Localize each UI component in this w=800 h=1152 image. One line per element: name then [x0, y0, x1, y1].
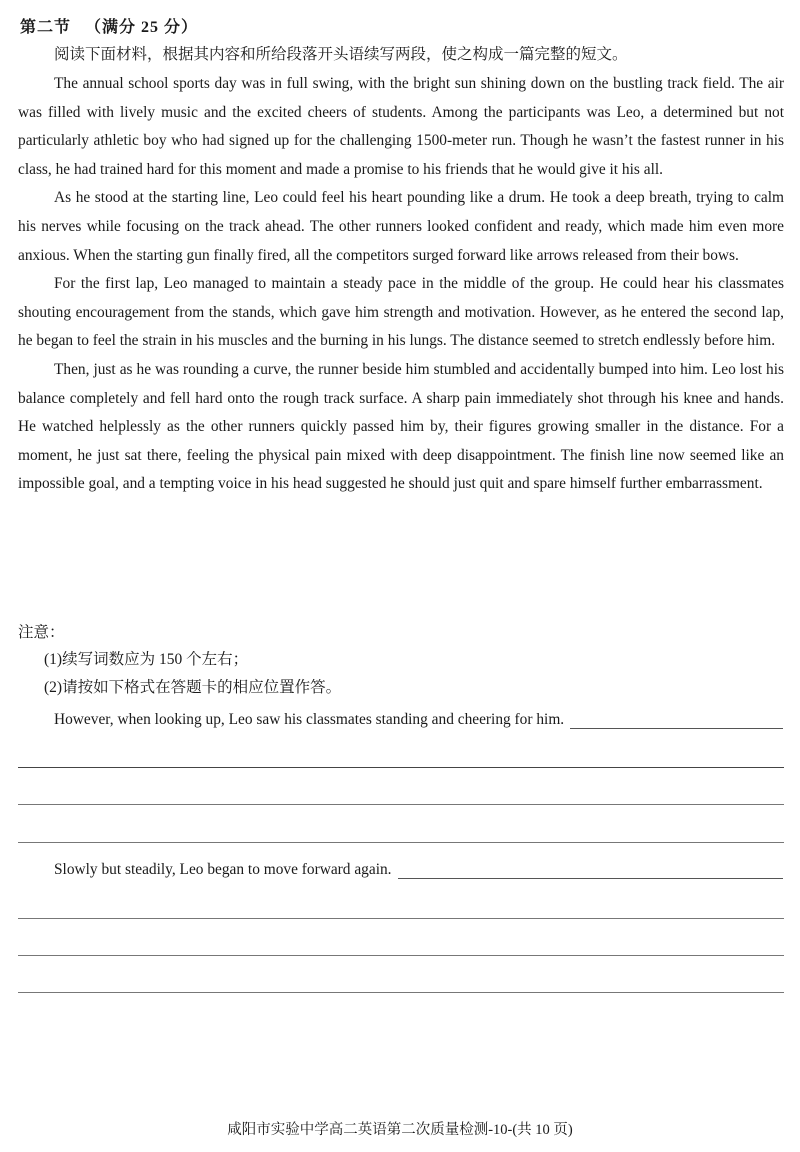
page-footer: 咸阳市实验中学高二英语第二次质量检测-10-(共 10 页) [227, 1122, 573, 1138]
prompt-text: Slowly but steadily, Leo began to move forward again. [54, 861, 392, 878]
answer-line[interactable] [18, 804, 784, 805]
prompt-text: However, when looking up, Leo saw his classmates standing and cheering for him. [54, 711, 565, 728]
answer-line[interactable] [18, 918, 784, 919]
section-heading [20, 14, 198, 37]
passage-paragraph: For the first lap, Leo managed to maintain a steady pace in the middle of the group. He could hear his classmates shouting encouragement from the stands, which gave him strength and motivation. However, as he entered the second lap, he began to feel the strain in his muscles and the burning in his lungs. The distance seemed to stretch endlessly before him. [18, 275, 784, 350]
answer-blank[interactable] [398, 864, 783, 879]
reading-passage [18, 70, 784, 499]
passage-paragraph: Then, just as he was rounding a curve, the runner beside him stumbled and accidentally bumped into him. Leo lost his balance completely and fell hard onto the rough track surface. A sharp pain immediately shot through his knee and hands. He watched helplessly as the other runners quickly passed him by, their figures growing smaller in the distance. For a moment, he just sat there, feeling the physical pain mixed with deep disappointment. The finish line now seemed like an impossible goal, and a tempting voice in his head suggested he should just quit and spare himself further embarrassment. [18, 360, 784, 493]
continuation-prompt-1 [54, 711, 783, 729]
answer-line[interactable] [18, 767, 784, 768]
notes-label: 注意： [18, 624, 65, 641]
note-item-word-count: (1)续写词数应为 150 个左右； [44, 651, 249, 668]
instruction-text: 阅读下面材料，根据其内容和所给段落开头语续写两段，使之构成一篇完整的短文。 [54, 46, 628, 63]
answer-line[interactable] [18, 992, 784, 993]
answer-line[interactable] [18, 842, 784, 843]
section-score: （满分 25 分） [85, 19, 199, 36]
note-item-format: (2)请按如下格式在答题卡的相应位置作答。 [44, 679, 342, 696]
answer-line[interactable] [18, 955, 784, 956]
continuation-prompt-2 [54, 861, 783, 879]
section-title: 第二节 [20, 19, 72, 36]
answer-blank[interactable] [570, 714, 783, 729]
passage-paragraph: As he stood at the starting line, Leo could feel his heart pounding like a drum. He took a deep breath, trying to calm his nerves while focusing on the track ahead. The other runners looked confident and ready, which made him even more anxious. When the starting gun finally fired, all the competitors surged forward like arrows released from their bows. [18, 189, 784, 264]
passage-paragraph: The annual school sports day was in full swing, with the bright sun shining down on the bustling track field. The air was filled with lively music and the excited cheers of students. Among the participants was Leo, a determined but not particularly athletic boy who had signed up for the challenging 1500-meter run. Though he wasn’t the fastest runner in his class, he had trained hard for this moment and made a promise to his friends that he would give it his all. [18, 75, 784, 178]
